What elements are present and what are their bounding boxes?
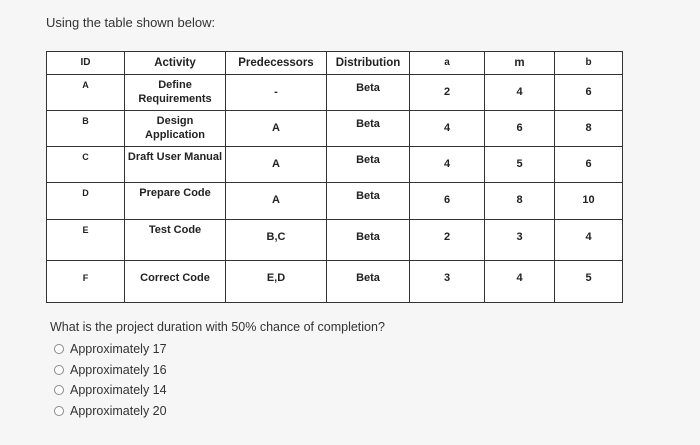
intro-text: Using the table shown below: <box>46 15 216 30</box>
header-a: a <box>410 52 485 75</box>
cell-b: 4 <box>555 220 623 261</box>
cell-activity: Correct Code <box>125 261 226 303</box>
cell-distribution: Beta <box>327 220 410 261</box>
cell-m: 6 <box>485 111 555 147</box>
cell-m: 3 <box>485 220 555 261</box>
cell-m: 4 <box>485 261 555 303</box>
table-row <box>47 75 623 111</box>
cell-b: 5 <box>555 261 623 303</box>
header-id: ID <box>47 52 125 75</box>
cell-predecessors: E,D <box>226 261 327 303</box>
header-predecessors: Predecessors <box>226 52 327 75</box>
header-distribution: Distribution <box>327 52 410 75</box>
cell-distribution: Beta <box>327 183 410 220</box>
header-m: m <box>485 52 555 75</box>
cell-activity: Test Code <box>125 220 226 261</box>
cell-b: 8 <box>555 111 623 147</box>
answer-option[interactable] <box>54 380 167 401</box>
option-label: Approximately 17 <box>70 342 167 357</box>
header-activity: Activity <box>125 52 226 75</box>
cell-predecessors: B,C <box>226 220 327 261</box>
answer-options <box>54 339 167 421</box>
question-text: What is the project duration with 50% chance of completion? <box>50 320 385 334</box>
cell-activity: Design Application <box>125 111 226 147</box>
cell-id: D <box>47 183 125 220</box>
option-label: Approximately 16 <box>70 362 167 377</box>
cell-id: C <box>47 147 125 183</box>
cell-distribution: Beta <box>327 75 410 111</box>
cell-a: 4 <box>410 111 485 147</box>
cell-a: 2 <box>410 75 485 111</box>
cell-activity: Prepare Code <box>125 183 226 220</box>
cell-id: F <box>47 261 125 303</box>
radio-button[interactable] <box>54 406 64 416</box>
cell-predecessors: A <box>226 183 327 220</box>
cell-distribution: Beta <box>327 147 410 183</box>
cell-m: 4 <box>485 75 555 111</box>
cell-predecessors: - <box>226 75 327 111</box>
cell-id: B <box>47 111 125 147</box>
table-row <box>47 111 623 147</box>
radio-button[interactable] <box>54 385 64 395</box>
cell-a: 4 <box>410 147 485 183</box>
cell-a: 6 <box>410 183 485 220</box>
table-row <box>47 261 623 303</box>
cell-a: 3 <box>410 261 485 303</box>
header-b: b <box>555 52 623 75</box>
cell-b: 10 <box>555 183 623 220</box>
table-row <box>47 220 623 261</box>
table-header-row <box>47 52 623 75</box>
cell-activity: Define Requirements <box>125 75 226 111</box>
radio-button[interactable] <box>54 365 64 375</box>
activity-table <box>46 51 623 303</box>
answer-option[interactable] <box>54 339 167 360</box>
cell-b: 6 <box>555 147 623 183</box>
table-row <box>47 147 623 183</box>
radio-button[interactable] <box>54 344 64 354</box>
cell-a: 2 <box>410 220 485 261</box>
cell-id: E <box>47 220 125 261</box>
cell-predecessors: A <box>226 147 327 183</box>
cell-m: 5 <box>485 147 555 183</box>
cell-activity: Draft User Manual <box>125 147 226 183</box>
cell-distribution: Beta <box>327 111 410 147</box>
answer-option[interactable] <box>54 360 167 381</box>
cell-m: 8 <box>485 183 555 220</box>
cell-distribution: Beta <box>327 261 410 303</box>
answer-option[interactable] <box>54 401 167 422</box>
cell-id: A <box>47 75 125 111</box>
cell-predecessors: A <box>226 111 327 147</box>
option-label: Approximately 20 <box>70 403 167 418</box>
option-label: Approximately 14 <box>70 383 167 398</box>
cell-b: 6 <box>555 75 623 111</box>
table-row <box>47 183 623 220</box>
